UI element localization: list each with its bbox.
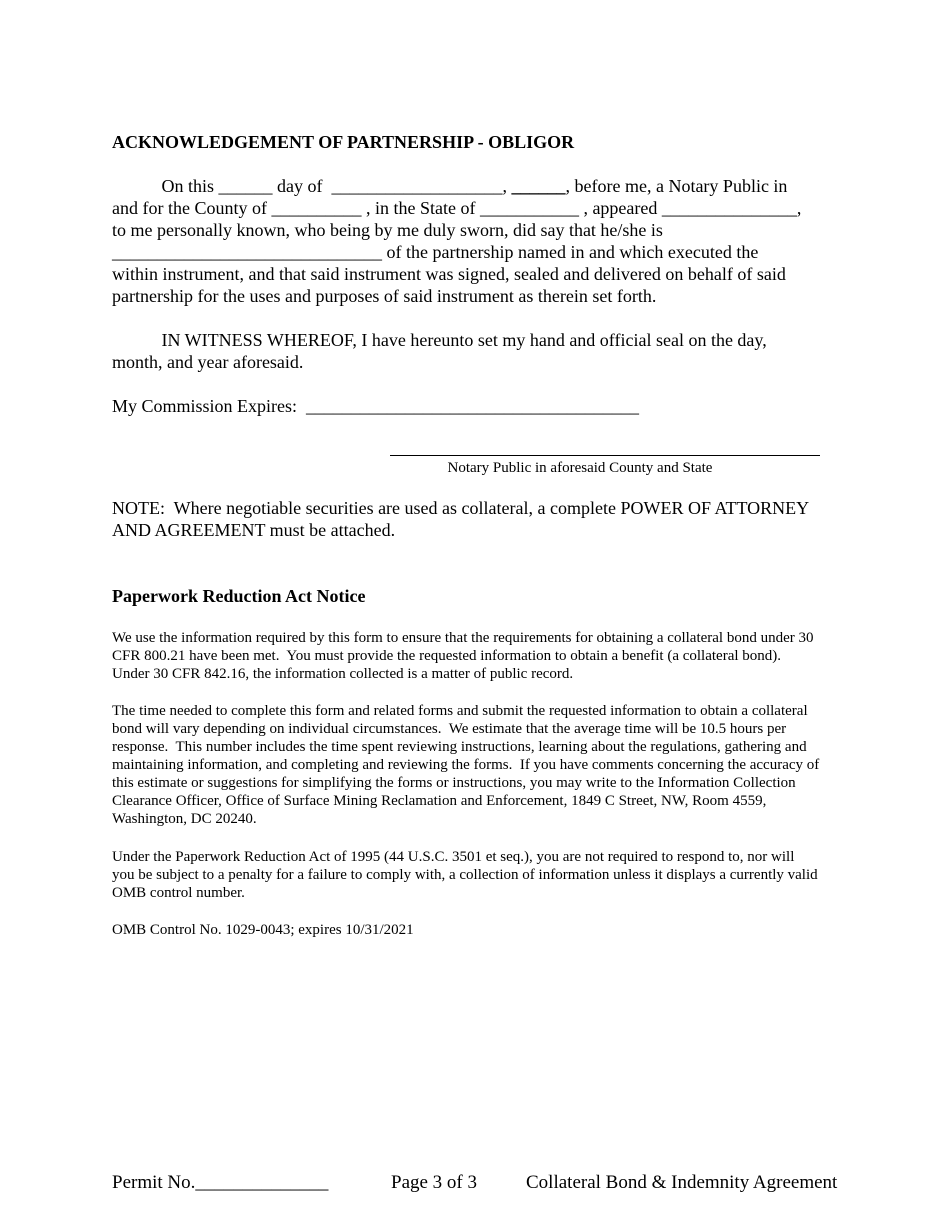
note-line-1: NOTE: Where negotiable securities are used as collateral, a complete POWER OF ATTORNEY — [112, 498, 810, 518]
ack-line-3: to me personally known, who being by me duly sworn, did say that he/she is — [112, 220, 663, 240]
witness-line-1: IN WITNESS WHEREOF, I have hereunto set my hand and official seal on the day, — [112, 330, 767, 350]
pra-p2-line-1: The time needed to complete this form and related forms and submit the requested information to obtain a collateral — [112, 703, 808, 719]
notary-caption: Notary Public in aforesaid County and State — [447, 460, 713, 476]
pra-title: Paperwork Reduction Act Notice — [112, 586, 366, 606]
ack-line-5: within instrument, and that said instrument was signed, sealed and delivered on behalf of said — [112, 264, 786, 284]
pra-p2-line-7: Washington, DC 20240. — [112, 811, 257, 827]
pra-p2-line-2: bond will vary depending on individual circumstances. We estimate that the average time will be 10.5 hours per — [112, 721, 787, 737]
footer-document-title: Collateral Bond & Indemnity Agreement — [526, 1172, 838, 1193]
pra-p1-line-2: CFR 800.21 have been met. You must provide the requested information to obtain a benefit (a collateral bond). — [112, 648, 782, 664]
pra-p1-line-3: Under 30 CFR 842.16, the information collected is a matter of public record. — [112, 666, 574, 682]
notary-signature-line — [390, 455, 820, 456]
pra-p1-line-1: We use the information required by this form to ensure that the requirements for obtaining a collateral bond under 30 — [112, 630, 814, 646]
pra-p2-line-3: response. This number includes the time spent reviewing instructions, learning about the regulations, gathering and — [112, 739, 807, 755]
pra-p3-line-2: you be subject to a penalty for a failure to comply with, a collection of information unless it displays a currently valid — [112, 867, 818, 883]
acknowledgement-title: ACKNOWLEDGEMENT OF PARTNERSHIP - OBLIGOR — [112, 132, 575, 152]
ack-line-1-start: On this ______ day of ___________________, — [112, 176, 507, 196]
pra-p2-line-6: Clearance Officer, Office of Surface Mining Reclamation and Enforcement, 1849 C Street, NW, Room 4559, — [112, 793, 767, 809]
commission-expires: My Commission Expires: _____________________________________ — [112, 396, 640, 416]
footer-page-number: Page 3 of 3 — [391, 1172, 478, 1193]
note-line-2: AND AGREEMENT must be attached. — [112, 520, 396, 540]
ack-line-4: ______________________________ of the partnership named in and which executed the — [112, 242, 759, 262]
pra-p2-line-4: maintaining information, and completing and reviewing the forms. If you have comments concerning the accuracy of — [112, 757, 820, 773]
ack-year-blank: ______ — [511, 176, 566, 196]
ack-line-2: and for the County of __________ , in the State of ___________ , appeared _______________, — [112, 198, 802, 218]
pra-p2-line-5: this estimate or suggestions for simplifying the forms or instructions, you may write to the Information Collection — [112, 775, 796, 791]
omb-control-number: OMB Control No. 1029-0043; expires 10/31/2021 — [112, 922, 414, 938]
ack-line-1 — [112, 175, 787, 197]
witness-line-2: month, and year aforesaid. — [112, 352, 304, 372]
ack-line-1-end: , before me, a Notary Public in — [565, 176, 788, 196]
pra-p3-line-3: OMB control number. — [112, 885, 245, 901]
ack-line-6: partnership for the uses and purposes of said instrument as therein set forth. — [112, 286, 657, 306]
footer-permit-no: Permit No.______________ — [112, 1172, 329, 1193]
pra-p3-line-1: Under the Paperwork Reduction Act of 1995 (44 U.S.C. 3501 et seq.), you are not required to respond to, nor will — [112, 849, 795, 865]
